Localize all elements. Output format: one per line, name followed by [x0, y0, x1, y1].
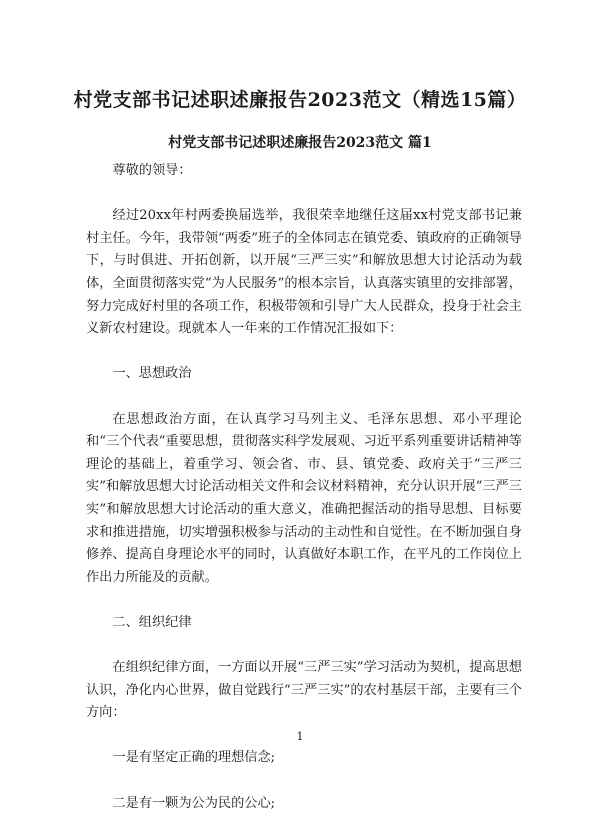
intro-paragraph: 经过20xx年村两委换届选举，我很荣幸地继任这届xx村党支部书记兼村主任。今年，我带领“两委”班子的全体同志在镇党委、镇政府的正确领导下，与时俱进、开拓创新，以开展“三严三实”和解放思想大讨论活动为载体，全面贯彻落实党“为人民服务”的根本宗旨，认真落实镇里的安排部署，努力完成好村里的各项工作，积极带领和引导广大人民群众，投身于社会主义新农村建设。现就本人一年来的工作情况汇报如下：: [86, 208, 522, 337]
section-title: 村党支部书记述职述廉报告2023范文 篇1: [168, 135, 432, 151]
document-title: 村党支部书记述职述廉报告2023范文（精选15篇）: [73, 89, 527, 111]
political-thought-paragraph: 在思想政治方面，在认真学习马列主义、毛泽东思想、邓小平理论和“三个代表”重要思想，贯彻落实科学发展观、习近平系列重要讲话精神等理论的基础上，着重学习、领会省、市、县、镇党委、政府关于“三严三实”和解放思想大讨论活动相关文件和会议材料精神，充分认识开展“三严三实”和解放思想大讨论活动的重大意义，准确把握活动的指导思想、目标要求和推进措施，切实增强积极参与活动的主动性和自觉性。在不断加强自身修养、提高自身理论水平的同时，认真做好本职工作，在平凡的工作岗位上作出力所能及的贡献。: [86, 411, 522, 585]
organization-discipline-paragraph: 在组织纪律方面，一方面以开展“三严三实”学习活动为契机，提高思想认识，净化内心世界，做自觉践行“三严三实”的农村基层干部，主要有三个方向：: [86, 660, 522, 721]
heading-political-thought: 一、思想政治: [112, 366, 192, 382]
salutation: 尊敬的领导：: [112, 163, 192, 178]
heading-organization-discipline: 二、组织纪律: [112, 614, 192, 630]
point-one: 一是有坚定正确的理想信念;: [112, 750, 276, 766]
page-number: 1: [296, 730, 304, 743]
point-two: 二是有一颗为公为民的公心;: [112, 795, 276, 811]
